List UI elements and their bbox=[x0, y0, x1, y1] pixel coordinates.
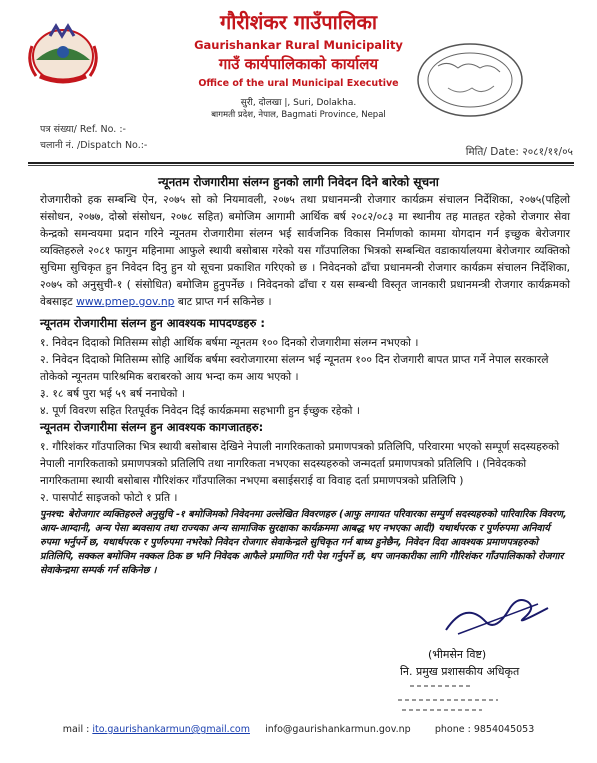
postscript-note bbox=[40, 508, 570, 578]
header-divider-thin bbox=[28, 165, 574, 166]
address-line-1: सुरी, दोलखा |, Suri, Dolakha. bbox=[240, 98, 357, 108]
postscript-label: पुनश्च: bbox=[40, 509, 65, 520]
email-link-ito[interactable]: ito.gaurishankarmun@gmail.com bbox=[92, 724, 250, 735]
mail-label: mail : bbox=[62, 724, 90, 735]
dispatch-number-label: चलानी नं. /Dispatch No.:- bbox=[40, 140, 148, 151]
office-title-en: Office of the ural Municipal Executive bbox=[198, 78, 399, 89]
signature-icon bbox=[438, 590, 558, 640]
criteria-item: १. निवेदन दिदाको मितिसम्म सोही आर्थिक बर्षमा न्यूनतम १०० दिनको रोजगारीमा संलग्न नभएको । bbox=[40, 336, 419, 349]
postscript-text: बेरोजगार व्यक्तिहरुले अनुसुचि -१ बमोजिमको निवेदनमा उल्लेखित विवरणहरु (आफु लगायत परिवारका सम्पुर्ण सदस्यहरुको पारिवारिक विवरण, आय-आम्दानी, अन्य पेसा ब्यवसाय तथा राज्यका अन्य सामाजिक सुरक्षाका कार्यक्रममा आबद्ध भए नभएका आदी) यथार्थपरक र पुर्णरुपमा अनिवार्य रुपमा भर्नुपर्ने छ, यथार्थपरक र पुर्णरुपमा नभरेको निवेदन रोजगार सेवाकेन्द्रले सुचिकृत गर्न बाध्य हुनेछैन, निवेदन दिदा आवश्यक प्रमाणपत्रहरुको प्रतिलिपि, सक्कल बमोजिम नक्कल ठिक छ भनि निवेदक आफैले प्रमाणित गरी पेश गर्नुपर्ने छ, थप जानकारीका लागि गौरिशंकर गाँउपालिकाको रोजगार सेवाकेन्द्रमा सम्पर्क गर्न सकिनेछ । bbox=[40, 509, 567, 576]
ref-number-label: पत्र संख्या/ Ref. No. :- bbox=[40, 124, 126, 135]
criteria-item: ३. १८ बर्ष पुरा भई ५९ बर्ष ननाघेको । bbox=[40, 387, 185, 400]
intro-text: रोजगारीको हक सम्बन्धि ऐन, २०७५ सो को नियमावली, २०७५ तथा प्रधानमन्त्री रोजगार कार्यक्रम संचालन निर्देशिका, २०७५(पहिलो संसोधन, २०७७, दोस्रो संसोधन, २०७८ सहित) बमोजिम आगामी आर्थिक बर्ष २०८२/०८३ मा स्थानीय तह मातहत रहेको रोजगार सेवा केन्द्रको समन्वयमा प्रदान गरिने न्यूनतम रोजगारीमा संलग्न भई सार्वजनिक विकास निर्माणको काममा योगदान गर्न इच्छुक बेरोजगार व्यक्तिहरुले २०८१ फागुन महिनामा आफुले स्थायी बसोबास गरेको यस गाँउपालिका भित्रको सम्बन्धित वडाकार्यालयमा बेरोजगार व्यक्तिको सुचिमा सुचिकृत हुन निवेदन दिनु हुन यो सूचना प्रकाशित गरिएको छ । निवेदनको ढाँचा प्रधानमन्त्री रोजगार कार्यक्रम संचालन निर्देशिका, २०७५ को अनुसुची-१ ( संसोधित) बमोजिम हुनुपर्नेछ । निवेदनको ढाँचा र यस सम्बन्धी विस्तृत जानकारी प्रधानमन्त्री रोजगार कार्यक्रमको वेबसाइट bbox=[40, 193, 570, 308]
intro-paragraph bbox=[40, 191, 570, 310]
documents-heading: न्यूनतम रोजगारीमा संलग्न हुन आवश्यक कागजातहरु: bbox=[40, 420, 264, 434]
signatory-title: नि. प्रमुख प्रशासकीय अधिकृत bbox=[400, 665, 520, 678]
phone-number: phone : 9854045053 bbox=[434, 724, 535, 735]
signatory-stamp-icon bbox=[380, 676, 530, 718]
date-label: मिति/ Date: २०८१/११/०५ bbox=[465, 146, 573, 158]
website-link[interactable]: www.pmep.gov.np bbox=[76, 295, 175, 308]
header-divider bbox=[28, 162, 574, 164]
intro-end-text: बाट प्राप्त गर्न सकिनेछ । bbox=[177, 295, 272, 308]
municipality-title-en: Gaurishankar Rural Municipality bbox=[194, 38, 403, 52]
municipality-title-ne: गौरीशंकर गाउँपालिका bbox=[219, 10, 378, 34]
address-line-2: बागमती प्रदेश, नेपाल, Bagmati Province, Nepal bbox=[211, 110, 386, 120]
criteria-item: ४. पूर्ण विवरण सहित रितपूर्वक निवेदन दिई कार्यक्रममा सहभागी हुन ईच्छुक रहेको । bbox=[40, 404, 360, 417]
notice-heading: न्यूनतम रोजगारीमा संलग्न हुनको लागी निवेदन दिने बारेको सूचना bbox=[158, 175, 439, 189]
document-item: २. पासपोर्ट साइजको फोटो १ प्रति । bbox=[40, 491, 178, 504]
office-title-ne: गाउँ कार्यपालिकाको कार्यालय bbox=[218, 55, 379, 73]
email-info[interactable]: info@gaurishankarmun.gov.np bbox=[265, 724, 411, 735]
criteria-item: २. निवेदन दिदाको मितिसम्म सोहि आर्थिक बर्षमा स्वरोजगारमा संलग्न भई न्यूनतम १०० दिन रोजगारी बापत प्राप्त गर्ने नेपाल सरकारले तोकेको न्यूनतम पारिश्रमिक बराबरको आय भन्दा कम आय भएको । bbox=[40, 353, 549, 383]
document-item: १. गौरिशंकर गाँउपालिका भित्र स्थायी बसोबास देखिने नेपाली नागरिकताको प्रमाणपत्रको प्रतिलिपि, परिवारमा भएको सम्पूर्ण सदस्यहरुको नेपाली नागरिकताको प्रमाणपत्रको प्रतिलिपि तथा नागरिकता नभएका सदस्यहरुको जन्मदर्ता प्रमाणपत्रको प्रतिलिपि । (निवेदकको नागरिकतामा स्थायी बसोबास गौरिशंकर गाँउपालिका नभएमा बसाईसराई वा विवाह दर्ता प्रमाणपत्रको प्रतिलिपि ) bbox=[40, 440, 560, 487]
footer-contact bbox=[0, 724, 597, 735]
office-stamp-icon bbox=[408, 36, 528, 122]
signatory-name: (भीमसेन विष्ट) bbox=[428, 648, 487, 661]
criteria-heading: न्यूनतम रोजगारीमा संलग्न हुन आवश्यक मापदण्डहरु : bbox=[40, 316, 266, 330]
